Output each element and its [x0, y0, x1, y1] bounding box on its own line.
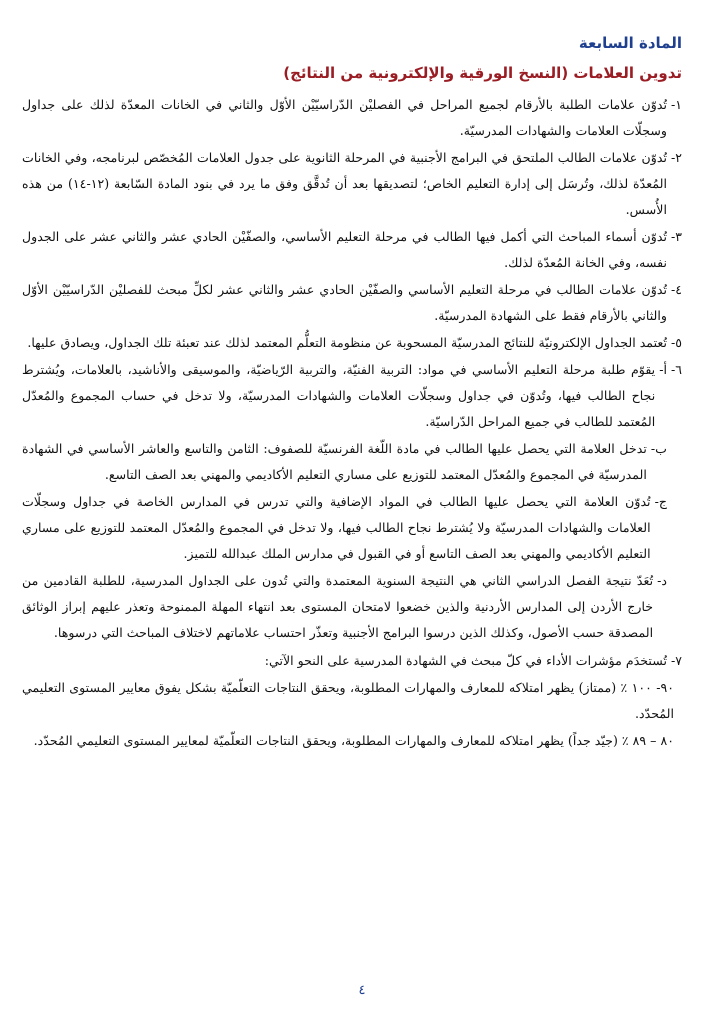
sub-item-text: يقوّم طلبة مرحلة التعليم الأساسي في مواد: التربية الفنيّة، والتربية الرّياضيّة، والموسيقى والأناشيد، بالعلامات، ويُشترط نجاح الطالب فيها، وتُدوّن في جداول وسجلّات العلامات والشهادات المدرسيّة، ولا تدخل في حساب المجموع والمُعدّل المُعتمد للطالب في جميع المراحل الدّراسيّة. [22, 362, 656, 429]
sub-item-letter: ج- [654, 494, 667, 509]
list-item-6 [22, 357, 682, 647]
sub-item [22, 357, 667, 435]
item-number: ٣- [670, 229, 682, 244]
page-number: ٤ [358, 983, 366, 998]
item-text: تُدوّن علامات الطالب الملتحق في البرامج الأجنبية في المرحلة الثانوية على جدول العلامات المُخصّص لبرنامجه، وفي الخانات المُعدّة لذلك، وتُرسَل إلى إدارة التعليم الخاص؛ لتصديقها بعد أن تُدقَّق وفق ما يرد في بنود المادة السّابعة (١٢-١٤) من هذه الأُسس. [22, 150, 667, 217]
sub-item [22, 436, 667, 488]
sub-item-text: تدخل العلامة التي يحصل عليها الطالب في مادة اللّغة الفرنسيّة للصفوف: الثامن والتاسع والعاشر الأساسي في الشهادة المدرسيّة في المجموع والمُعدّل المعتمد للتوزيع على مساري التعليم الأكاديمي والمهني بعد الصف التاسع. [22, 441, 647, 482]
article-title: تدوين العلامات (النسخ الورقية والإلكترونية من النتائج) [283, 64, 682, 82]
item-number: ٧- [670, 653, 682, 668]
sub-item-text: تُعَدّ نتيجة الفصل الدراسي الثاني هي النتيجة السنوية المعتمدة والتي تُدون على الجداول المدرسية، للطلبة القادمين من خارج الأردن إلى المدارس الأردنية والذين خضعوا لامتحان المستوى بعد انتهاء المهلة الممنوحة وتعذر عليهم إبراز الوثائق المصدقة حسب الأصول، وكذلك الذين درسوا البرامج الأجنبية وتعذّر احتساب علاماتهم لاختلاف المباحث التي درسوها. [22, 573, 654, 640]
grade-range: ٨٠ – ٨٩ ٪ (جيّد جداً) يظهر امتلاكه للمعارف والمهارات المطلوبة، ويحقق النتاجات التعلّميّة لمعايير المستوى التعليمي المُحدّد. [33, 733, 674, 748]
item-number: ٦- [670, 362, 682, 377]
item-text: تُدوّن علامات الطالب في مرحلة التعليم الأساسي والصفّيْن الحادي عشر والثاني عشر لكلِّ مبحث للفصليْن الدّراسيّيْن الأوّل والثاني بالأرقام فقط على الشهادة المدرسيّة. [22, 282, 667, 323]
item-text: تُستخدَم مؤشرات الأداء في كلّ مبحث في الشهادة المدرسية على النحو الآتي: [264, 653, 667, 668]
list-item [22, 145, 682, 223]
sub-item-letter: د- [657, 573, 667, 588]
sub-item [22, 568, 667, 646]
sub-item-letter: أ- [659, 362, 667, 377]
sub-item [22, 489, 667, 567]
article-number: المادة السابعة [578, 34, 682, 52]
sub-item-letter: ب- [650, 441, 667, 456]
item-text: تُدوّن علامات الطلبة بالأرقام لجميع المراحل في الفصليْن الدّراسيّيْن الأوّل والثاني في الخانات المعدّة لذلك على جداول وسجلّات العلامات والشهادات المدرسيّة. [22, 97, 667, 138]
item-number: ١- [670, 97, 682, 112]
item-text: تُدوّن أسماء المباحث التي أكمل فيها الطالب في مرحلة التعليم الأساسي، والصفّيْن الحادي عشر والثاني عشر على الجدول نفسه، وفي الخانة المُعدّة لذلك. [22, 229, 667, 270]
list-item [22, 92, 682, 144]
list-item [22, 330, 682, 356]
item-text: تُعتمد الجداول الإلكترونيّة للنتائج المدرسيّة المسحوبة عن منظومة التعلُّم المعتمد لذلك عند تعبئة تلك الجداول، ويصادق عليها. [27, 335, 667, 350]
list-item [22, 224, 682, 276]
item-number: ٥- [670, 335, 682, 350]
sub-items [22, 357, 667, 647]
grade-range: ٩٠- ١٠٠ ٪ (ممتاز) يظهر امتلاكه للمعارف والمهارات المطلوبة، ويحقق النتاجات التعلّميّة بشكل يفوق معايير المستوى التعليمي المُحدّد. [22, 680, 674, 721]
list-item-7 [22, 648, 682, 674]
list-item [22, 277, 682, 329]
item-number: ٤- [670, 282, 682, 297]
sub-item-text: تُدوّن العلامة التي يحصل عليها الطالب في المواد الإضافية والتي تدرس في المدارس الخاصة في جداول وسجلّات العلامات والشهادات المدرسيّة ولا يُشترط نجاح الطالب فيها، ولا تدخل في المجموع والمُعدّل المعتمد للتوزيع على مساري التعليم الأكاديمي والمهني بعد الصف التاسع أو في القبول في مدارس الملك عبدالله للتميز. [22, 494, 651, 561]
item-number: ٢- [670, 150, 682, 165]
